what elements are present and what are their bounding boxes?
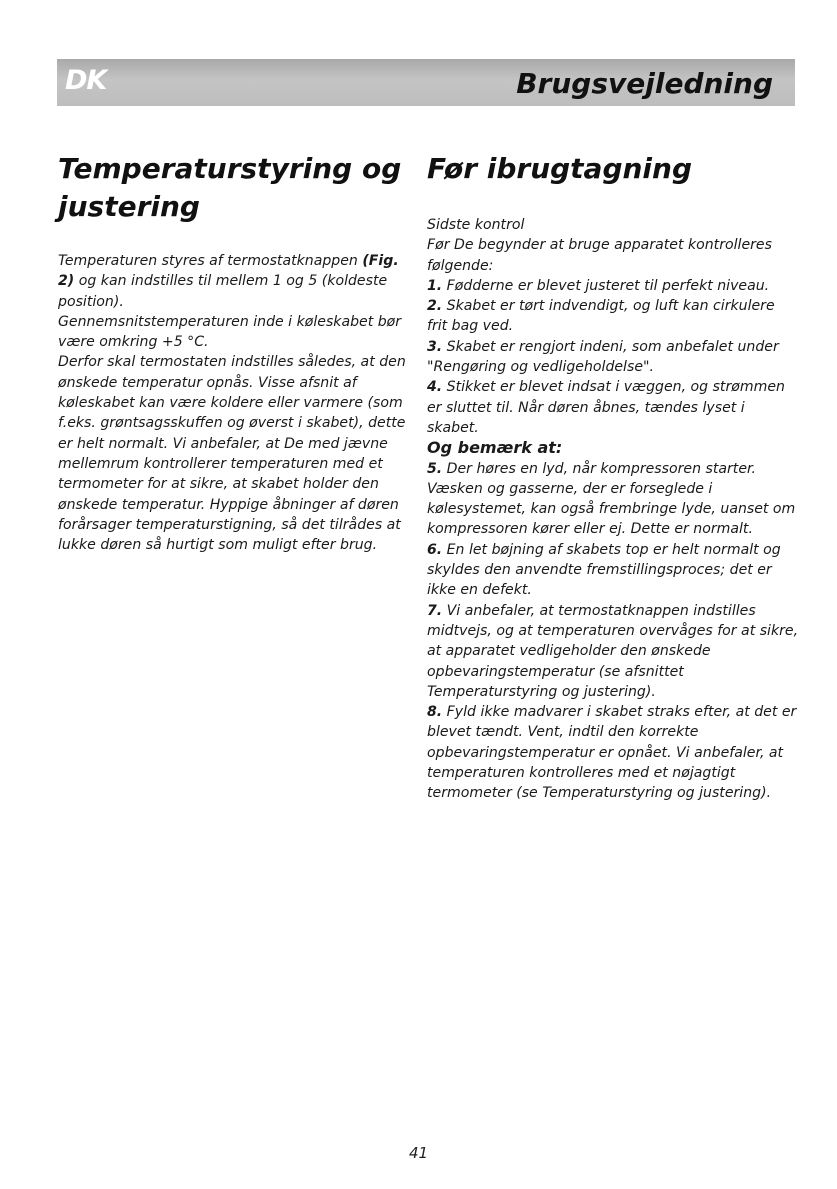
list-item: [427, 702, 799, 803]
final-check-label: Sidste kontrol: [427, 217, 525, 233]
list-item: [427, 540, 799, 601]
item-text: Skabet er rengjort indeni, som anbefalet under "Rengøring og vedligeholdelse".: [427, 338, 779, 376]
before-use-section-body: [427, 215, 799, 804]
item-text: En let bøjning af skabets top er helt normalt og skyldes den anvendte fremstillingsproces; det er ikke en defekt.: [427, 541, 781, 599]
paragraph-adjustment: Derfor skal termostaten indstilles således, at den ønskede temperatur opnås. Visse afsnit af køleskabet kan være koldere eller varmere (som f.eks. grøntsagsskuffen og øverst i skabet), dette er helt normalt. Vi anbefaler, at De med jævne mellemrum kontrollerer temperaturen med et termometer for at sikre, at skabet holder den ønskede temperatur. Hyppige åbninger af døren forårsager temperaturstigning, så det tilrådes at lukke døren så hurtigt som muligt efter brug.: [58, 354, 406, 554]
item-number: 1.: [427, 277, 443, 294]
section-title-temperature: Temperaturstyring og justering: [58, 152, 402, 223]
item-number: 3.: [427, 338, 443, 355]
page-number: 41: [408, 1144, 429, 1162]
list-item: [427, 296, 799, 337]
item-number: 2.: [427, 298, 443, 315]
thermostat-text: Temperaturen styres af termostatknappen: [58, 253, 358, 269]
item-text: Stikket er blevet indsat i væggen, og strømmen er sluttet til. Når døren åbnes, tændes lyset i skabet.: [427, 379, 785, 436]
item-text: Fødderne er blevet justeret til perfekt niveau.: [446, 277, 770, 294]
figure-reference: (Fig. 2): [58, 253, 399, 290]
item-text: Der høres en lyd, når kompressoren starter. Væsken og gasserne, der er forseglede i kølesystemet, kan også frembringe lyde, uanset om kompressoren kører eller ej. Dette er normalt.: [427, 460, 796, 538]
item-number: 4.: [427, 379, 443, 396]
item-number: 5.: [427, 460, 443, 477]
item-number: 6.: [427, 541, 443, 558]
paragraph-average-temperature: Gennemsnitstemperaturen inde i køleskabet bør være omkring +5 °C.: [58, 313, 402, 351]
manual-title: Brugsvejledning: [516, 67, 773, 100]
checklist-intro: Før De begynder at bruge apparatet kontrolleres følgende:: [427, 237, 772, 274]
list-item: [427, 601, 799, 702]
notes-subheading: Og bemærk at:: [427, 438, 563, 458]
item-number: 8.: [427, 704, 443, 721]
section-title-before-use: Før ibrugtagning: [427, 152, 693, 185]
header-bar: [57, 59, 795, 106]
language-code: DK: [65, 65, 107, 96]
thermostat-range-text: og kan indstilles til mellem 1 og 5 (koldeste position).: [58, 273, 388, 310]
item-text: Vi anbefaler, at termostatknappen indstilles midtvejs, og at temperaturen overvåges for at sikre, at apparatet vedligeholder den ønskede opbevaringstemperatur (se afsnittet Temperaturstyring og justering).: [427, 602, 799, 700]
paragraph-thermostat: [58, 251, 410, 312]
item-number: 7.: [427, 602, 443, 619]
item-text: Fyld ikke madvarer i skabet straks efter, at det er blevet tændt. Vent, indtil den korrekte opbevaringstemperatur er opnået. Vi anbefaler, at temperaturen kontrolleres med et nøjagtigt termometer (se Temperaturstyring og justering).: [427, 704, 797, 802]
list-item: [427, 276, 799, 296]
item-text: Skabet er tørt indvendigt, og luft kan cirkulere frit bag ved.: [427, 298, 775, 335]
list-item: [427, 337, 799, 378]
list-item: [427, 377, 799, 438]
list-item: [427, 459, 799, 540]
temperature-section-body: [58, 251, 410, 555]
